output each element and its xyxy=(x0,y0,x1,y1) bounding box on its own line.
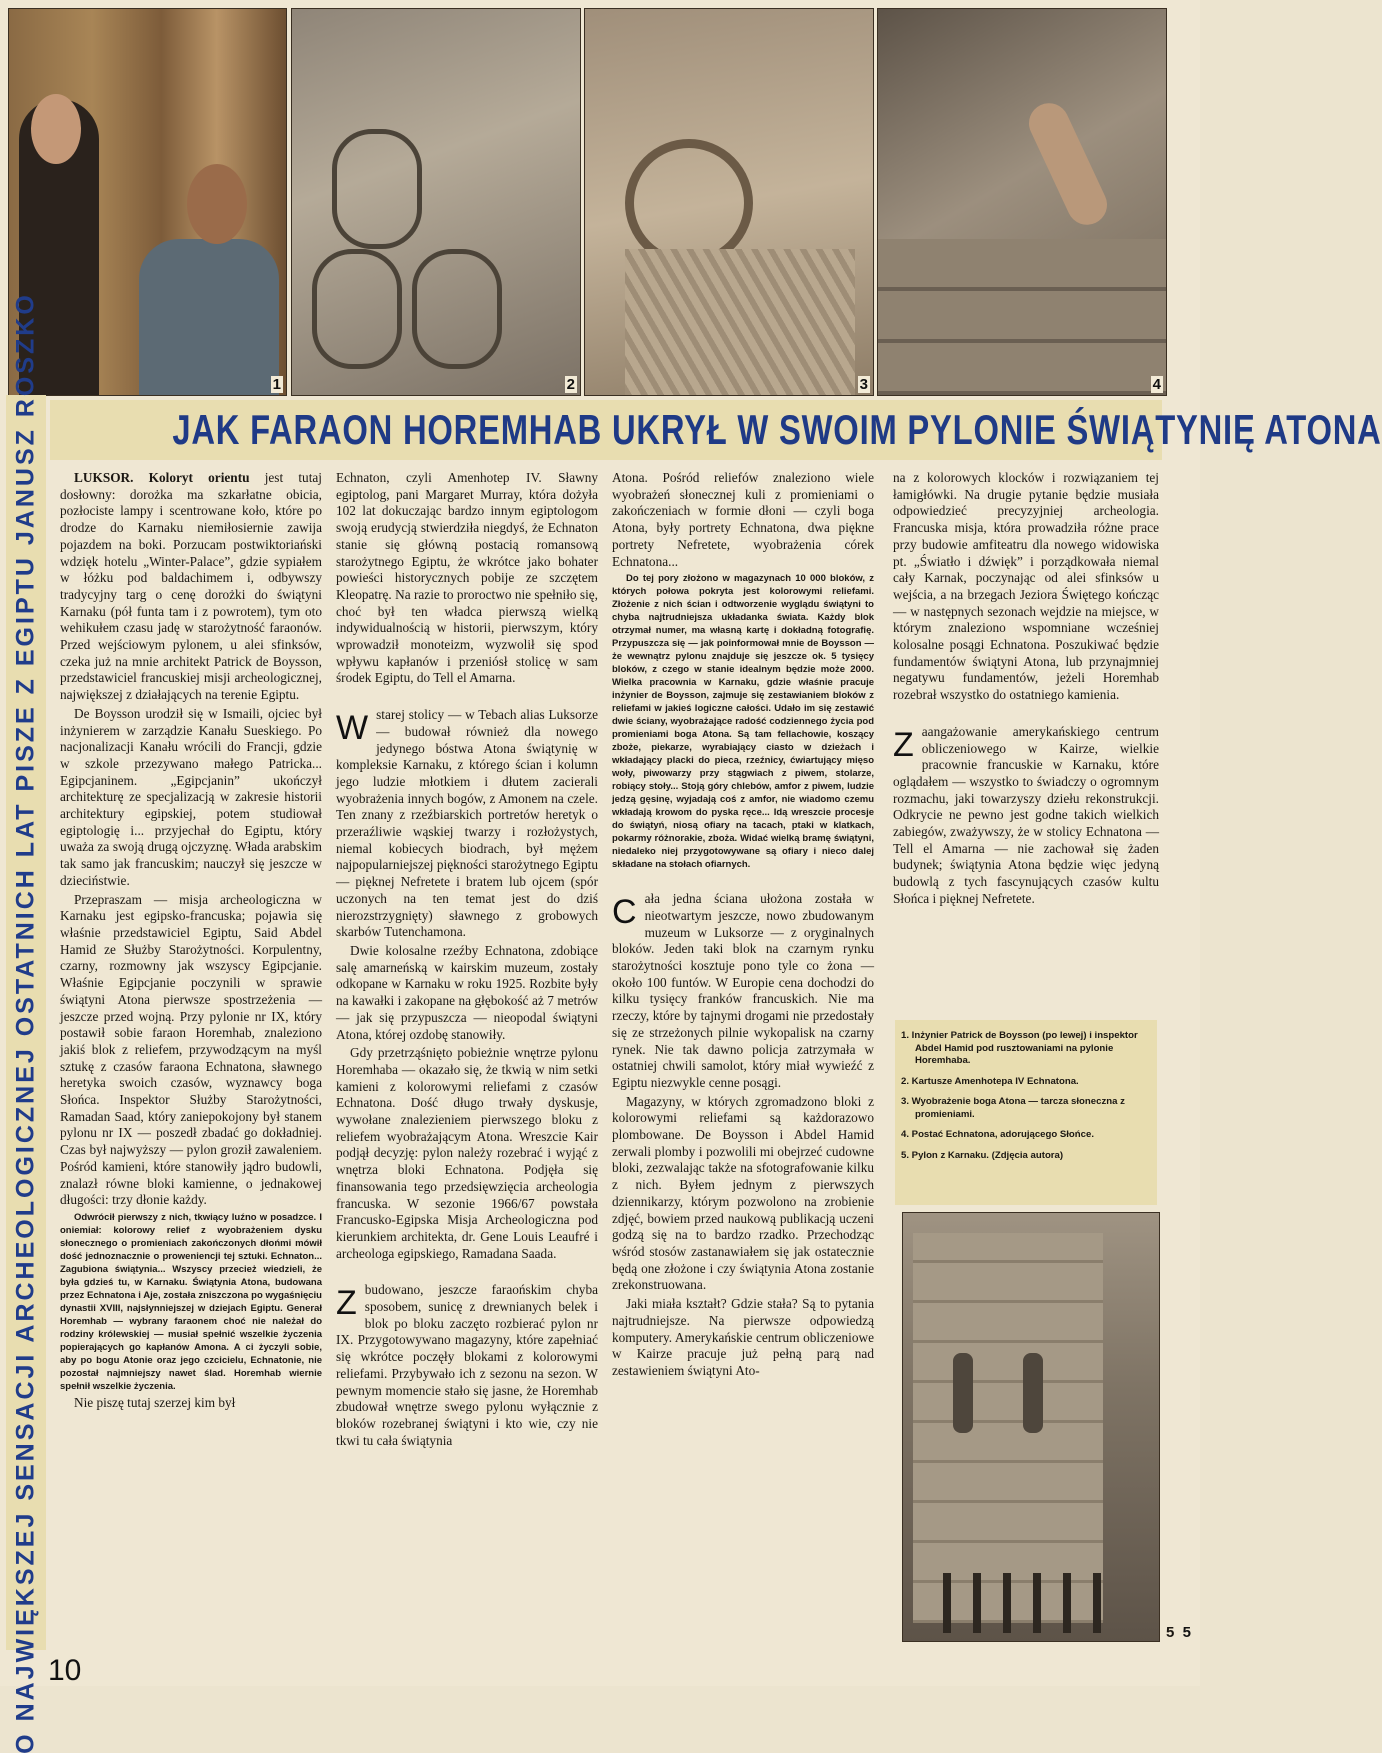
dateline: LUKSOR. Koloryt orientu xyxy=(74,470,250,485)
drop-cap: C xyxy=(612,893,637,932)
spacer xyxy=(612,873,874,891)
paragraph-dropcap xyxy=(336,707,598,941)
relief-figure xyxy=(1022,97,1113,232)
photo-number-4: 4 xyxy=(1152,376,1161,393)
relief-figure xyxy=(1023,1353,1043,1433)
paragraph-text: budowano, jeszcze faraońskim chyba sposobem, sunicę z drewnianych belek i blok po bloku zaczęto rozbierać pylon nr IX. Przygotowywano magazyny, które zapełniać się wkrótce poczęły blokami z kolorowymi reliefami. Przybywało ich z sezonu na sezon. W pewnym momencie stało się jasne, że Horemhab zbudował wnętrze swego pylonu wyłącznie z bloków rozebranej świątyni i kto wie, czy nie tkwi tu cała świątynia xyxy=(336,1282,598,1448)
photo-2-cartouches xyxy=(291,8,581,396)
caption-4: 4. Postać Echnatona, adorującego Słońce. xyxy=(901,1129,1094,1140)
photo-number-1: 1 xyxy=(272,376,281,393)
caption-2: 2. Kartusze Amenhotepa IV Echnatona. xyxy=(901,1075,1079,1087)
person-left-face xyxy=(31,94,81,164)
paragraph: Jaki miała kształt? Gdzie stała? Są to pytania najtrudniejsze. Na pierwsze odpowiedzą komputery. Amerykańskie centrum obliczeniowe w Kairze pracuje już pełną parą nad zestawieniem świątyni Ato- xyxy=(612,1296,874,1378)
people-silhouettes xyxy=(943,1573,1123,1633)
paragraph-text: starej stolicy — w Tebach alias Luksorze — budował również dla nowego jedynego bóstwa Atona świątynię w kompleksie Karnaku, z którego ścian i kolumn jego ludzie młotkiem i dłutem zacierali wyobrażenia innych bogów, z Amonem na czele. Ten znany z rzeźbiarskich portretów heretyk o przeraźliwie wąskiej twarzy i rozłożystych, niemal kobiecych biodrach, był mężem najpopularniejszej piękności starożytnego Egiptu — pięknej Nefretete i bratem lub ojcem (spór uczonych na ten temat jest do dziś nierozstrzygnięty) sławnego z grobowych skarbów Tutenchamona. xyxy=(336,707,598,940)
block-lines xyxy=(878,239,1166,395)
photo-4-echnaton-adoring xyxy=(877,8,1167,396)
paragraph: na z kolorowych klocków i rozwiązaniem tej łamigłówki. Na drugie pytanie będzie musiała odpowiedzieć precyzyjniej archeologia. Francuska misja, która prowadziła różne prace przy budowie amfiteatru dla nowego widowiska pt. „Światło i dźwięk” i porządkowała niemal cały Karnak, poczynając od alei sfinksów u wejścia, a na brzegach Jeziora Świętego kończąc — w następnych sezonach wejdzie na miejsce, w którym znaleziono wspomniane wcześniej kolosalne posągi Echnatona. Poszukiwać będzie fundamentów świątyni Atona, lub przynajmniej negatywu fundamentów, jeżeli Horemhab rozebrał wszystko do ostatniego kamienia. xyxy=(893,470,1159,703)
photo-1-archaeologists xyxy=(8,8,287,396)
page-number: 10 xyxy=(48,1654,82,1687)
photo-number-2: 2 xyxy=(566,376,575,393)
paragraph: Atona. Pośród reliefów znaleziono wiele wyobrażeń słonecznej kuli z promieniami o zakończeniach w formie dłoni — czyli boga Atona, były portrety Echnatona, dwa piękne portrety Nefretete, wyobrażenia córek Echnatona... xyxy=(612,470,874,569)
paragraph-text: aangażowanie amerykańskiego centrum obliczeniowego w Kairze, wielkie pracownie francuskie w Karnaku, które oglądałem — wszystko to świadczy o ogromnym rozmachu, jaki towarzyszy dziełu rekonstrukcji. Odkrycie ne pewno jest godne takich wielkich zabiegów, zważywszy, że w stolicy Echnatona — Tell el Amarna — nie zachował się żaden budynek; świątynia Atona będzie więc jedyną budowlą z tych fascynujących czasów kultu Słońca i pięknej Nefretete. xyxy=(893,723,1159,906)
photo-captions xyxy=(895,1020,1157,1205)
column-2 xyxy=(336,470,598,1451)
photo-number-3: 3 xyxy=(859,376,868,393)
spacer xyxy=(336,689,598,707)
article-headline: JAK FARAON HOREMHAB UKRYŁ W SWOIM PYLONIE ŚWIĄTYNIĘ ATONA xyxy=(172,406,1382,453)
caption-5: 5. Pylon z Karnaku. (Zdjęcia autora) xyxy=(901,1149,1064,1161)
drop-cap: Z xyxy=(336,1284,357,1323)
headline-bar xyxy=(50,400,1382,460)
paragraph-dropcap xyxy=(612,891,874,1091)
pylon-wall xyxy=(913,1233,1103,1623)
photo-number-5-label: 5 xyxy=(1166,1624,1175,1641)
paragraph-text: jest tutaj dosłowny: dorożka ma szkarłatne obicia, pozłociste lampy i scentrowane koło, które po drodze do Karnaku niemiłosiernie zawija pojazdem na boki. Porzucam postwiktoriański wdzięk hotelu „Winter-Palace”, gdzie sypiałem w łóżku pod baldachimem i, odbywszy tradycyjny targ o cenę dorożki do świątyni Karnaku (pół funta tam i z powrotem), tym oto wehikułem czasu jadę w starożytność faraonów. Przed wejściowym pylonem, u alei sfinksów, czeka już na mnie architekt Patrick de Boysson, przedstawiciel francuskiej misji archeologicznej, największej z działających na terenie Egiptu. xyxy=(60,470,322,703)
sun-rays xyxy=(625,249,855,395)
column-3 xyxy=(612,470,874,1382)
sidebar-title: O NAJWIĘKSZEJ SENSACJI ARCHEOLOGICZNEJ OSTATNICH LAT PISZE Z EGIPTU JANUSZ ROSZKO xyxy=(11,291,40,1753)
cartouche-shape xyxy=(412,249,502,369)
drop-cap: Z xyxy=(893,725,914,764)
person-right xyxy=(139,239,279,395)
paragraph-dropcap xyxy=(893,724,1159,908)
paragraph: Echnaton, czyli Amenhotep IV. Sławny egiptolog, pani Margaret Murray, która dożyła 102 lat dokuczając bardzo innym egiptologom swoją erudycją stwierdziła niegdyś, że Echnaton stanie się główną postacią romansową starożytnego Egiptu, że wkrótce jako bohater powieści historycznych pobije ze szczętem Kleopatrę. Na razie to proroctwo nie spełniło się, choć był ten władca pierwszą wielką indywidualnością w historii, pierwszym, który wprowadził monoteizm, wyzwolił się spod wpływu kapłanów i przeniósł stolicę w sam środek Egiptu, do Tell el Amarna. xyxy=(336,470,598,686)
paragraph: De Boysson urodził się w Ismaili, ojciec był inżynierem w zarządzie Kanału Sueskiego. Po nacjonalizacji Kanału wrócili do Francji, gdzie w szkole przezywano małego Patricka... Egipcjaninem. „Egipcjanin” ukończył architekturę ze specjalizacją w zakresie historii architektury egipskiej, potem studiował egiptologię i... przyjechał do Egiptu, który uważa za swoją drugą ojczyznę. Włada arabskim tak samo jak francuskim; nauczył się jeszcze w dzieciństwie. xyxy=(60,705,322,888)
cartouche-shape xyxy=(332,129,422,249)
paragraph-small: Odwrócił pierwszy z nich, tkwiący luźno w posadzce. I oniemiał: kolorowy relief z wyobrażeniem dysku słonecznego o promieniach zakończonych dłońmi mówił dość jednoznacznie o proweniencji tej sztuki. Echnaton... Zagubiona świątynia... Wszyscy przecież wiedzieli, że była gdzieś tu, w Karnaku. Świątynia Atona, budowana przez Echnatona i Aje, została zniszczona po wygaśnięciu dynastii XVIII, najsłynniejszej w dziejach Egiptu. Generał Horemhab — wybrany faraonem choć nie należał do rodziny królewskiej — musiał spełnić wszelkie życzenia popierających go kapłanów Amona. A ci życzyli sobie, aby po bogu Atonie oraz jego czcicielu, Echnatonie, nie pozostał najmniejszy nawet ślad. Horemhab wiernie spełnił wszelkie życzenia. xyxy=(60,1211,322,1392)
spacer xyxy=(336,1264,598,1282)
drop-cap: W xyxy=(336,709,369,748)
photo-number-5: 5 xyxy=(1182,1624,1191,1641)
caption-3: 3. Wyobrażenie boga Atona — tarcza słoneczna z promieniami. xyxy=(901,1096,1125,1120)
paragraph: Dwie kolosalne rzeźby Echnatona, zdobiące salę amarneńską w kairskim muzeum, zostały odkopane w Karnaku w roku 1925. Rozbite były na kawałki i zakopane na głębokość aż 7 metrów — jak się przypuszcza — nieopodal świątyni Atona, której ozdobę stanowiły. xyxy=(336,942,598,1042)
sidebar-title-box xyxy=(6,291,46,1753)
cartouche-shape xyxy=(312,249,402,369)
paragraph: Gdy przetrząśnięto pobieżnie wnętrze pylonu Horemhaba — okazało się, że tkwią w nim setki kamieni z kolorowymi reliefami z czasów Echnatona. Dość długo trwały dyskusje, wywołane znalezieniem pierwszego bloku z reliefem wyobrażającym Atona. Wreszcie Kair podjął decyzję: pylon należy rozebrać i wyjąć z wnętrza bloki Echnatona. Podjęła się finansowania tego przedsięwzięcia archeologia francuska. W sezonie 1966/67 powstała Francusko-Egipska Misja Archeologiczna pod kierunkiem architekta, dr. Gene Louis Leaufré i archeologa egipskiego, Ramadana Saada. xyxy=(336,1045,598,1261)
person-right-face xyxy=(187,164,247,244)
sun-disk xyxy=(625,139,753,267)
paragraph xyxy=(60,470,322,704)
column-1 xyxy=(60,470,322,1414)
paragraph: Magazyny, w których zgromadzono bloki z kolorowymi reliefami są każdorazowo plombowane. De Boysson i Abdel Hamid zerwali plomby i pozwolili mi obejrzeć cudowne bloki, zezwalając także na sfotografowanie kilku z nich. Byłem jednym z pierwszych dziennikarzy, którym pozwolono na zrobienie zdjęć, bowiem przed naukową publikacją uczeni godzą się na to bardzo rzadko. Przechodząc wśród stosów zastanawiałem się jak ostatecznie będą one złożone i czy świątynia Atona zostanie zrekonstruowana. xyxy=(612,1093,874,1293)
paragraph-text: ała jedna ściana ułożona została w nieotwartym jeszcze, nowo zbudowanym muzeum w Luksorze — z oryginalnych bloków. Jeden taki blok na czarnym rynku starożytności kosztuje pono tyle co żona — około 100 funtów. W Europie cena dochodzi do kilku tysięcy franków francuskich. Nie ma rzeczy, które by tajnymi drogami nie przedostały się ze strzeżonych pilnie wykopalisk na czarny rynek. Nie tak dawno policja zatrzymała w ostatniej chwili samolot, który miał wywieźć z Egiptu niezwykle cenne posągi. xyxy=(612,891,874,1090)
paragraph: Przepraszam — misja archeologiczna w Karnaku jest egipsko-francuska; pojawia się właśnie przedstawiciel Egiptu, Said Abdel Hamid ze Służby Starożytności. Korpulentny, czarny, rozmowny jak wszyscy Egipcjanie. Właśnie Egipcjanie poczynili w sprawie świątyni Atona pierwsze spostrzeżenia — jeszcze przed wojną. Przy pylonie nr IX, który postawił sobie faraon Horemhab, znaleziono jakiś blok z reliefem, przywodzącym na myśl sztukę z czasów faraona Echnatona, sławnego heretyka swoich czasów, wyznawcy boga Słońca. Inspektor Służby Starożytności, Ramadan Saad, który zaniepokojony był stanem pylonu nr IX — poszedł zbadać go dokładniej. Czas był najwyższy — pylon groził zawaleniem. Pośród kamieni, które stanowiły jądro budowli, znalazł równe bloki kamienne, o jednakowej długości: trzy dłonie każdy. xyxy=(60,891,322,1208)
column-4 xyxy=(893,470,1159,910)
paragraph-dropcap xyxy=(336,1282,598,1449)
spacer xyxy=(893,706,1159,724)
caption-1: 1. Inżynier Patrick de Boysson (po lewej) i inspektor Abdel Hamid pod rusztowaniami na pylonie Horemhaba. xyxy=(901,1030,1138,1066)
paragraph-small: Do tej pory złożono w magazynach 10 000 bloków, z których połowa pokryta jest kolorowymi reliefami. Złożenie z nich ścian i odtworzenie wyglądu świątyni to chyba najtrudniejsza układanka świata. Każdy blok otrzymał numer, ma własną kartę i dokładną fotografię. Przypuszcza się — jak poinformował mnie de Boysson — że wewnątrz pylonu znajduje się jeszcze ok. 5 tysięcy bloków, z czego w stanie idealnym będzie może 2000. Wielka pracownia w Karnaku, gdzie właśnie pracuje inżynier de Boysson, zajmuje się zestawianiem bloków z reliefami w jakieś logiczne całości. Udało im się zestawić dwie ściany, wyobrażające radość codziennego życia pod promieniami boga Atona. Są tam fellachowie, koszący zboże, piekarze, wyrabiający ciasto w dzieżach i wkładający placki do pieca, rzeźnicy, ćwiartujący mięso woły, piwowarzy przy stągwiach z piwem, stolarze, robiący stoły... Stoją góry chlebów, amfor z piwem, ludzie jedzą gęsinę, wyjadają coś z amfor, nie wiadomo czemu wkładają krowom do pyska ręce... Idą wreszcie procesje do świątyń, niosą ofiary na tacach, ptaki w klatkach, pokarmy różnorakie, zboża. Widać wielką bramę świątyni, niedaleko niej przygotowywane są ofiary i nieco dalej składane na stołach ofiarnych. xyxy=(612,573,874,871)
paragraph: Nie piszę tutaj szerzej kim był xyxy=(74,1394,236,1410)
photo-3-aton-disk xyxy=(584,8,874,396)
photo-5-karnak-pylon xyxy=(902,1212,1191,1642)
relief-figure xyxy=(953,1353,973,1433)
